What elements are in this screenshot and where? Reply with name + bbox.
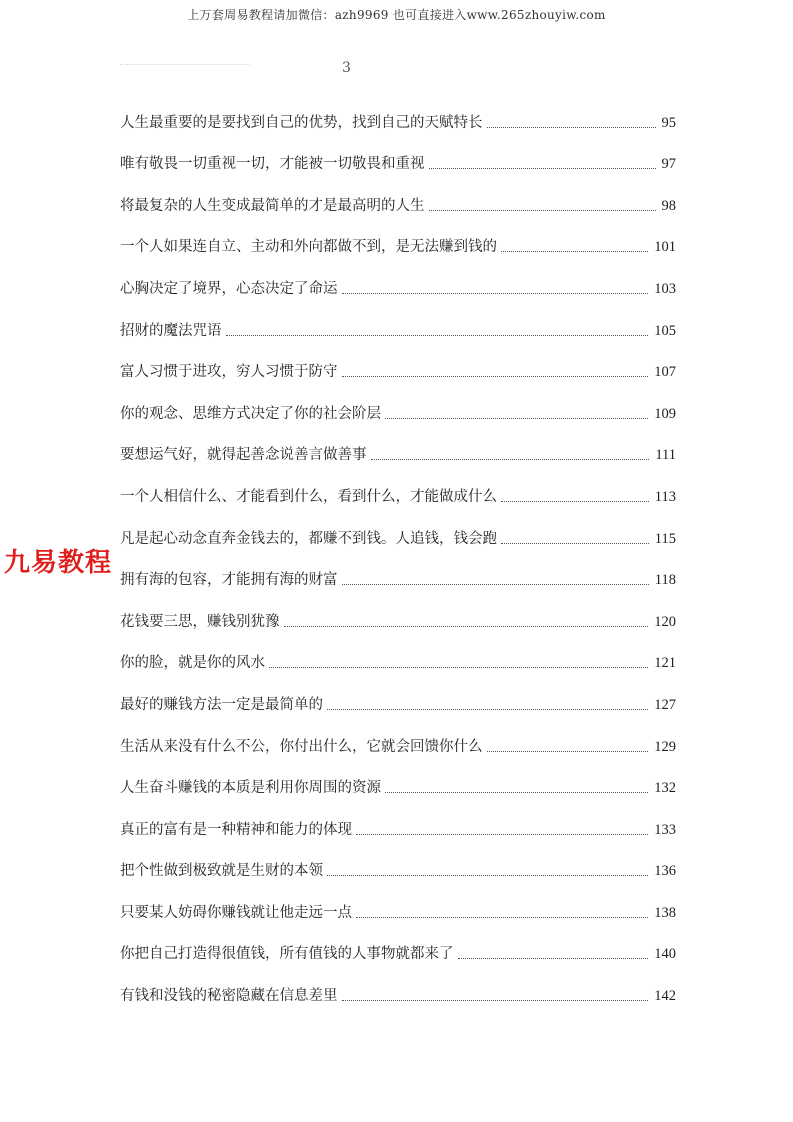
faint-heading-blur (120, 64, 250, 73)
toc-entry-title[interactable]: 你的脸，就是你的风水 (120, 655, 265, 672)
toc-dot-leader (501, 501, 649, 502)
toc-dot-leader (429, 210, 656, 211)
table-of-contents (120, 96, 676, 1011)
toc-dot-leader (342, 1000, 649, 1001)
toc-entry-title[interactable]: 花钱要三思，赚钱别犹豫 (120, 613, 280, 630)
toc-entry-page-number[interactable]: 95 (661, 114, 676, 131)
toc-dot-leader (501, 251, 648, 252)
toc-entry-page-number[interactable]: 111 (655, 447, 676, 464)
toc-dot-leader (226, 335, 649, 336)
toc-entry-page-number[interactable]: 118 (654, 572, 676, 589)
toc-entry-title[interactable]: 凡是起心动念直奔金钱去的，都赚不到钱。人追钱，钱会跑 (120, 530, 497, 547)
toc-entry-title[interactable]: 生活从来没有什么不公，你付出什么，它就会回馈你什么 (120, 738, 483, 755)
toc-dot-leader (284, 626, 649, 627)
faint-heading (120, 60, 360, 80)
toc-dot-leader (356, 917, 648, 918)
header-contact-note: 上万套周易教程请加微信：azh9969 也可直接进入www.265zhouyiw.com (187, 8, 606, 22)
toc-entry-title[interactable]: 你的观念、思维方式决定了你的社会阶层 (120, 405, 381, 422)
toc-entry[interactable] (120, 221, 676, 263)
toc-dot-leader (342, 293, 649, 294)
toc-entry[interactable] (120, 346, 676, 388)
toc-entry-page-number[interactable]: 121 (654, 655, 676, 672)
toc-entry[interactable] (120, 304, 676, 346)
toc-dot-leader (458, 958, 649, 959)
toc-entry[interactable] (120, 762, 676, 804)
toc-dot-leader (385, 792, 648, 793)
toc-entry[interactable] (120, 637, 676, 679)
toc-entry[interactable] (120, 595, 676, 637)
toc-entry-page-number[interactable]: 133 (654, 821, 676, 838)
toc-entry-title[interactable]: 心胸决定了境界，心态决定了命运 (120, 280, 338, 297)
toc-entry[interactable] (120, 928, 676, 970)
toc-entry-page-number[interactable]: 120 (654, 613, 676, 630)
toc-entry[interactable] (120, 387, 676, 429)
toc-entry-title[interactable]: 最好的赚钱方法一定是最简单的 (120, 696, 323, 713)
toc-entry-title[interactable]: 招财的魔法咒语 (120, 322, 222, 339)
toc-entry-page-number[interactable]: 109 (654, 405, 676, 422)
toc-entry[interactable] (120, 554, 676, 596)
toc-entry[interactable] (120, 179, 676, 221)
toc-entry[interactable] (120, 138, 676, 180)
toc-entry-title[interactable]: 一个人相信什么、才能看到什么，看到什么，才能做成什么 (120, 488, 497, 505)
toc-entry-title[interactable]: 把个性做到极致就是生财的本领 (120, 863, 323, 880)
toc-entry-title[interactable]: 有钱和没钱的秘密隐藏在信息差里 (120, 988, 338, 1005)
toc-entry[interactable] (120, 512, 676, 554)
toc-entry-page-number[interactable]: 127 (654, 696, 676, 713)
toc-entry-page-number[interactable]: 129 (654, 738, 676, 755)
toc-entry[interactable] (120, 803, 676, 845)
toc-entry-page-number[interactable]: 115 (654, 530, 676, 547)
toc-entry-title[interactable]: 人生奋斗赚钱的本质是利用你周围的资源 (120, 780, 381, 797)
toc-entry-page-number[interactable]: 132 (654, 780, 676, 797)
toc-dot-leader (429, 168, 656, 169)
toc-entry-page-number[interactable]: 98 (661, 197, 676, 214)
toc-entry-title[interactable]: 将最复杂的人生变成最简单的才是最高明的人生 (120, 197, 425, 214)
toc-entry-page-number[interactable]: 142 (654, 988, 676, 1005)
toc-entry-title[interactable]: 要想运气好，就得起善念说善言做善事 (120, 447, 367, 464)
toc-dot-leader (487, 751, 649, 752)
faint-heading-glyph: 3 (342, 60, 351, 76)
toc-entry-page-number[interactable]: 107 (654, 364, 676, 381)
toc-entry-title[interactable]: 人生最重要的是要找到自己的优势，找到自己的天赋特长 (120, 114, 483, 131)
watermark-logo: 九易教程 (4, 548, 113, 578)
toc-entry-title[interactable]: 唯有敬畏一切重视一切，才能被一切敬畏和重视 (120, 156, 425, 173)
toc-dot-leader (501, 543, 649, 544)
toc-entry[interactable] (120, 429, 676, 471)
toc-entry-page-number[interactable]: 140 (654, 946, 676, 963)
toc-entry-page-number[interactable]: 105 (654, 322, 676, 339)
toc-entry-page-number[interactable]: 101 (654, 239, 676, 256)
toc-dot-leader (371, 459, 650, 460)
toc-entry-title[interactable]: 只要某人妨碍你赚钱就让他走远一点 (120, 904, 352, 921)
toc-entry-page-number[interactable]: 97 (661, 156, 676, 173)
toc-dot-leader (342, 584, 649, 585)
toc-entry[interactable] (120, 262, 676, 304)
toc-dot-leader (385, 418, 648, 419)
toc-entry-page-number[interactable]: 103 (654, 280, 676, 297)
toc-entry-title[interactable]: 你把自己打造得很值钱，所有值钱的人事物就都来了 (120, 946, 454, 963)
toc-entry[interactable] (120, 720, 676, 762)
toc-entry-page-number[interactable]: 138 (654, 904, 676, 921)
toc-dot-leader (269, 667, 648, 668)
toc-entry[interactable] (120, 96, 676, 138)
toc-entry[interactable] (120, 845, 676, 887)
toc-entry-page-number[interactable]: 136 (654, 863, 676, 880)
toc-entry[interactable] (120, 969, 676, 1011)
toc-entry-title[interactable]: 拥有海的包容，才能拥有海的财富 (120, 572, 338, 589)
toc-entry-title[interactable]: 真正的富有是一种精神和能力的体现 (120, 821, 352, 838)
toc-entry-title[interactable]: 一个人如果连自立、主动和外向都做不到，是无法赚到钱的 (120, 239, 497, 256)
toc-entry[interactable] (120, 886, 676, 928)
toc-dot-leader (342, 376, 649, 377)
toc-entry[interactable] (120, 678, 676, 720)
toc-dot-leader (327, 875, 648, 876)
toc-dot-leader (327, 709, 648, 710)
toc-dot-leader (487, 127, 656, 128)
toc-entry-page-number[interactable]: 113 (654, 488, 676, 505)
toc-dot-leader (356, 834, 648, 835)
toc-entry[interactable] (120, 470, 676, 512)
toc-entry-title[interactable]: 富人习惯于进攻，穷人习惯于防守 (120, 364, 338, 381)
